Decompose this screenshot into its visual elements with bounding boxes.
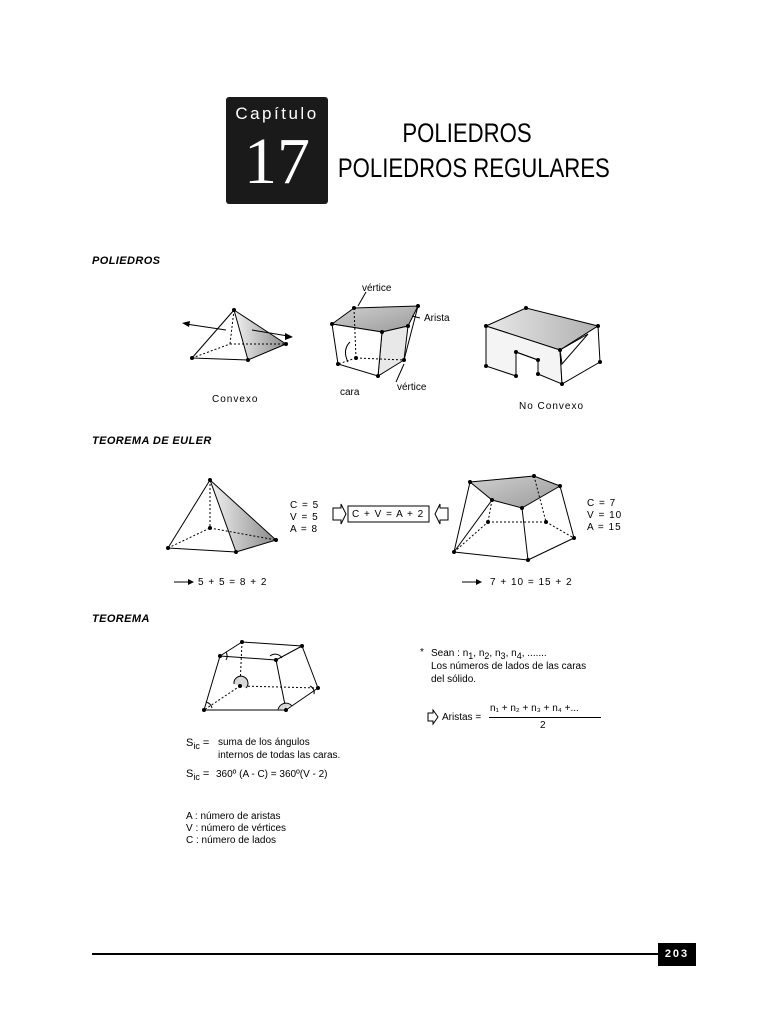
chapter-word: Capítulo: [235, 104, 319, 123]
sic-label-2: $S_{ic}$ =: [186, 768, 210, 783]
sean-line-1: Sean : $n_1$, $n_2$, $n_3$, $n_4$, .......: [431, 648, 547, 661]
euler-left-a: A = 8: [290, 524, 319, 535]
chapter-badge: [226, 97, 328, 204]
section-heading-teorema: TEOREMA: [92, 613, 150, 625]
non-convex-solid-figure: [484, 306, 602, 386]
euler-right-a: A = 15: [587, 522, 622, 533]
arrow-right-icon: [426, 709, 440, 725]
euler-left-check: 5 + 5 = 8 + 2: [198, 577, 268, 588]
label-vertice-bottom: vértice: [397, 382, 427, 393]
euler-right-c: C = 7: [587, 498, 617, 509]
aristas-label: Aristas =: [442, 712, 482, 723]
euler-figures: [0, 460, 768, 590]
section-heading-poliedros: POLIEDROS: [92, 255, 161, 267]
label-cara: cara: [340, 387, 360, 398]
label-vertice-top: vértice: [362, 283, 392, 294]
euler-formula: C + V = A + 2: [352, 509, 425, 520]
aristas-denominator: 2: [540, 720, 546, 731]
euler-left-c: C = 5: [290, 500, 320, 511]
legend-vertices: V : número de vértices: [186, 823, 287, 834]
sean-star: *: [420, 647, 424, 658]
label-no-convexo: No Convexo: [519, 401, 585, 412]
euler-left-v: V = 5: [290, 512, 319, 523]
aristas-numerator: n₁ + n₂ + n₃ + n₄ +...: [490, 703, 579, 714]
convex-frustum-figure: [330, 292, 420, 382]
angle-sum-frustum-figure: [190, 630, 340, 730]
sic-label-1: $S_{ic}$ =: [186, 737, 210, 752]
fraction-bar: [489, 717, 601, 718]
page-number: 203: [658, 943, 696, 966]
sic-definition-2: internos de todas las caras.: [218, 750, 341, 761]
polyhedra-figures: [0, 270, 768, 430]
euler-right-v: V = 10: [587, 510, 623, 521]
chapter-number: 17: [244, 125, 310, 198]
title-line-2: POLIEDROS REGULARES: [337, 153, 610, 183]
section-heading-euler: TEOREMA DE EULER: [92, 435, 212, 447]
title-line-1: POLIEDROS: [402, 118, 532, 148]
label-arista: Arista: [424, 313, 450, 324]
sic-formula: 360º (A - C) = 360º(V - 2): [216, 769, 328, 780]
convex-pyramid-figure: [182, 308, 293, 362]
sean-line-3: del sólido.: [431, 674, 477, 685]
euler-frustum-figure: [452, 474, 576, 562]
footer-rule: [92, 953, 658, 955]
label-convexo: Convexo: [212, 394, 259, 405]
sean-line-2: Los números de lados de las caras: [431, 661, 587, 672]
legend-lados: C : número de lados: [186, 835, 277, 846]
euler-pyramid-figure: [166, 478, 278, 554]
euler-right-check: 7 + 10 = 15 + 2: [490, 577, 573, 588]
legend-aristas: A : número de aristas: [186, 811, 281, 822]
sic-definition-1: suma de los ángulos: [218, 737, 310, 748]
